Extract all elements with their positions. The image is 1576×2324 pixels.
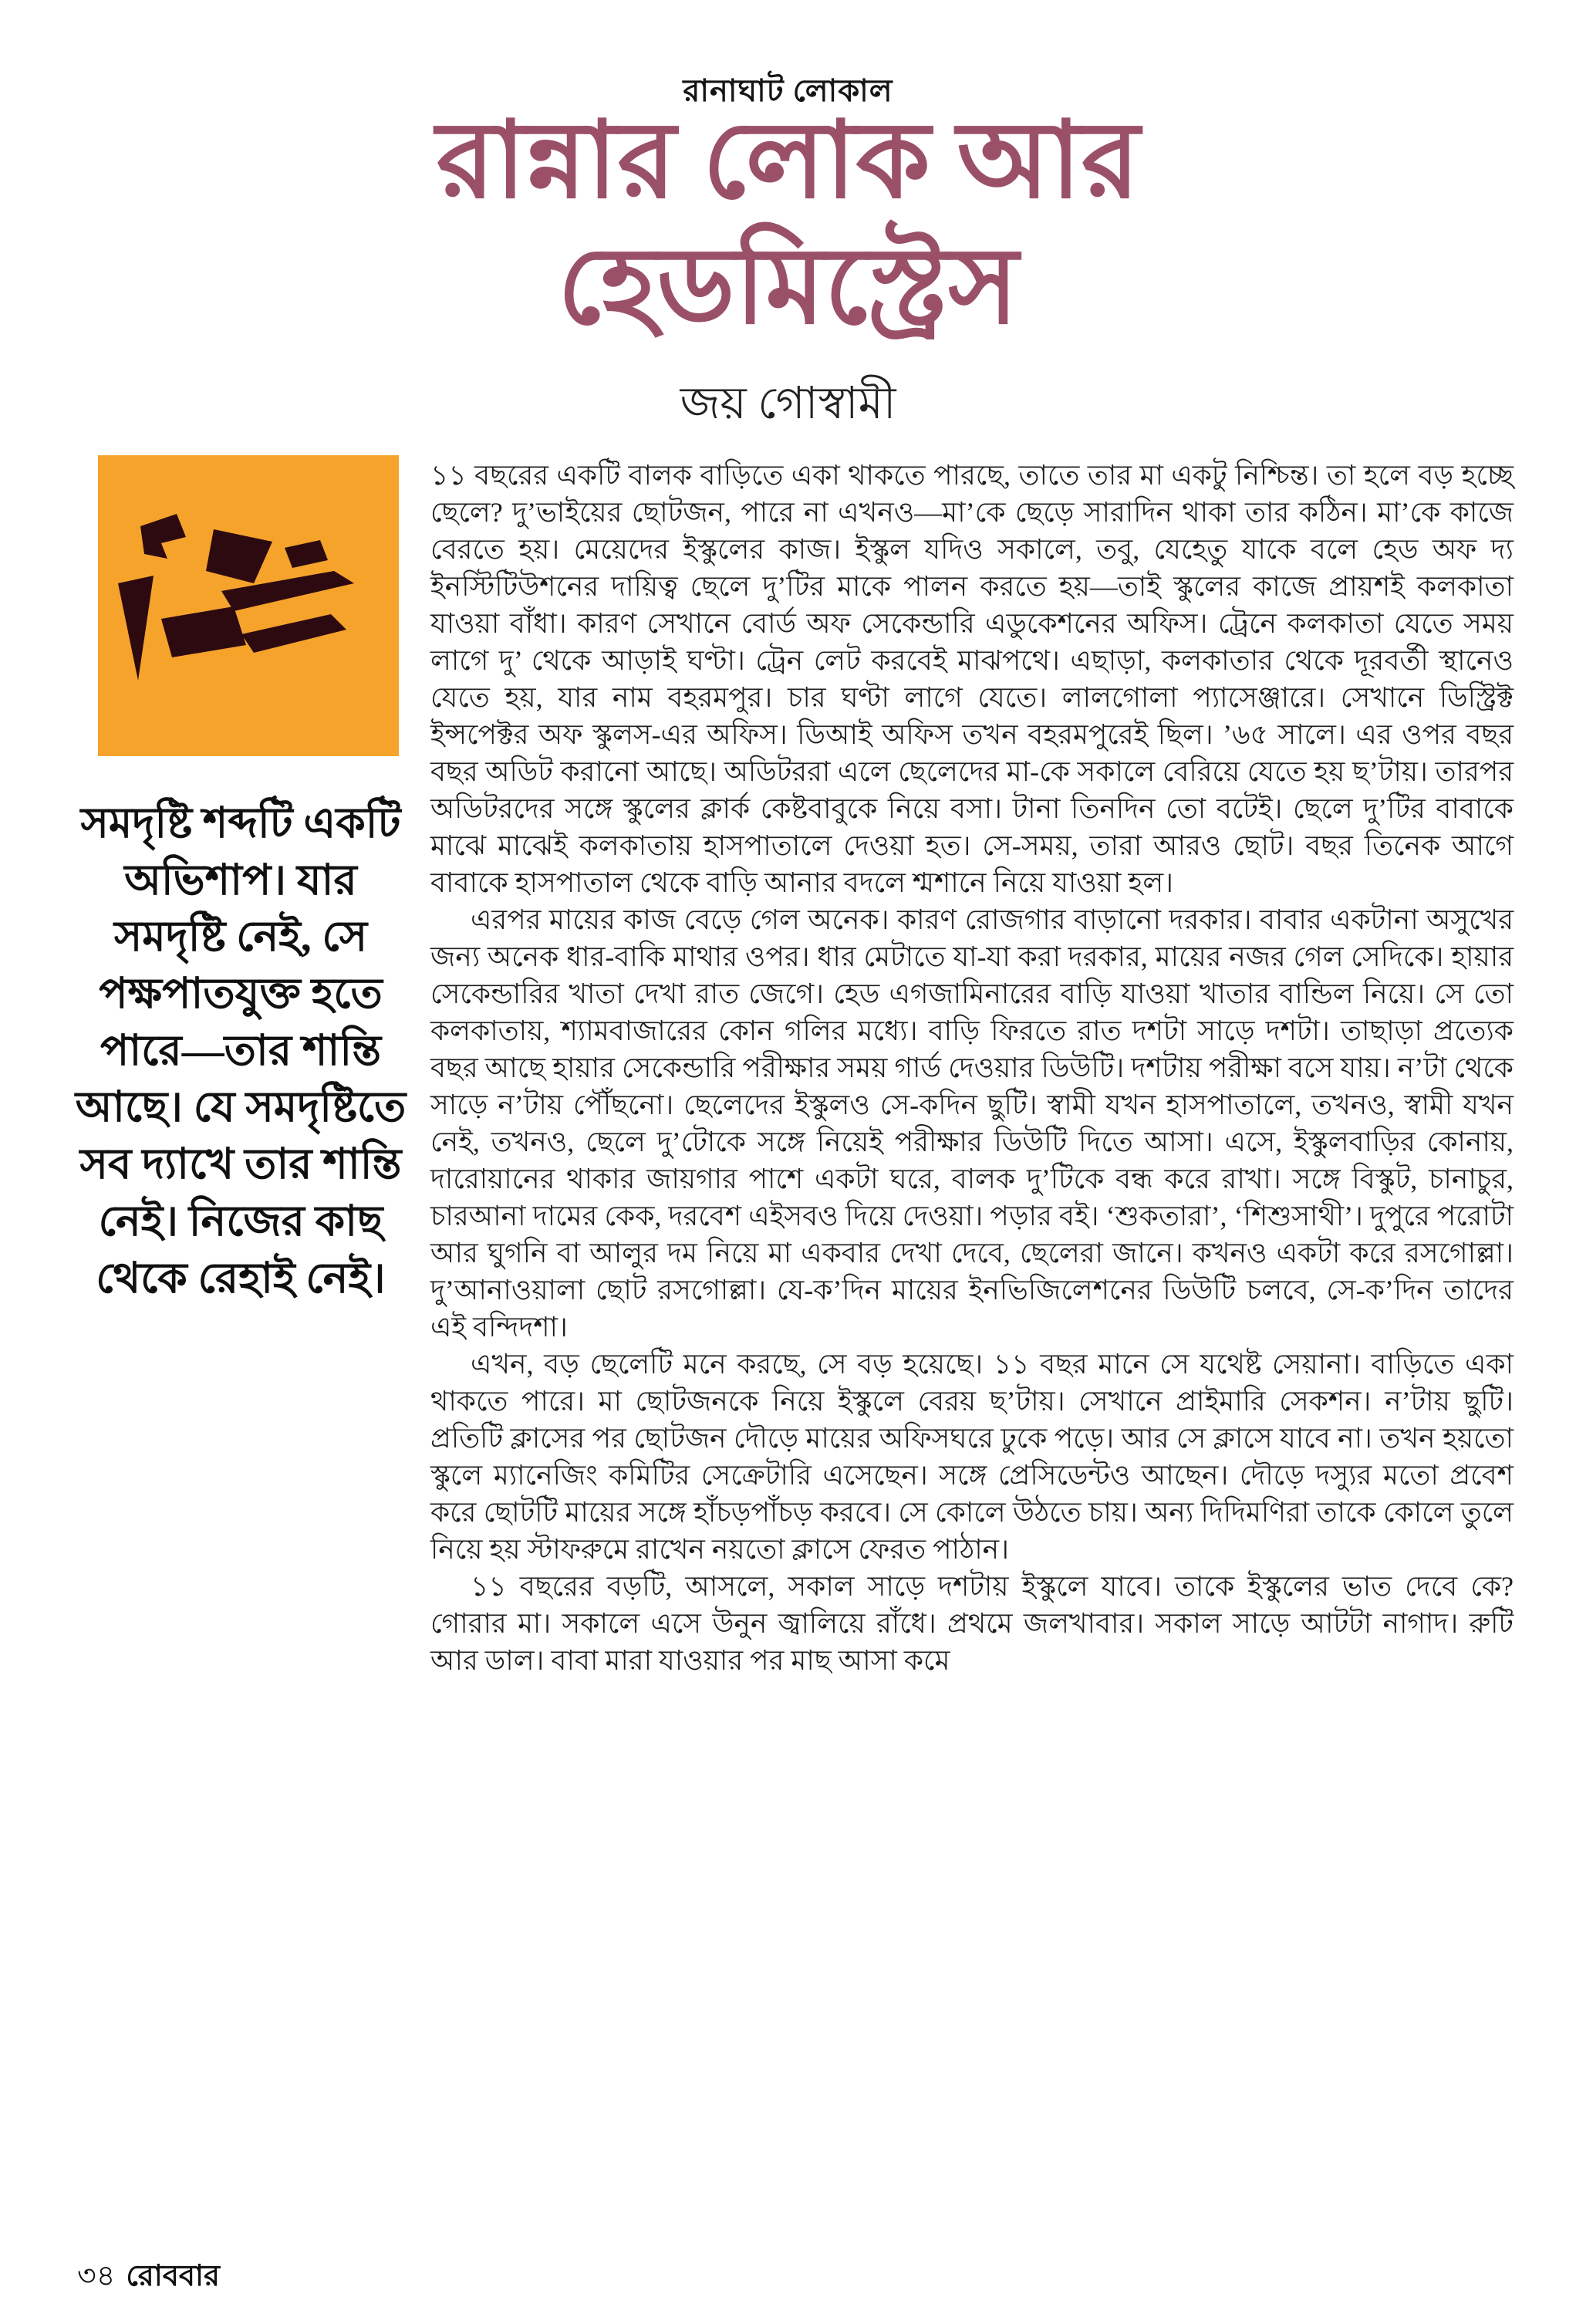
article-body [430, 457, 1514, 1679]
abstract-shape-diamond [206, 529, 272, 583]
article-title-line-1: রান্নার লোক আর [436, 102, 1140, 220]
author-byline: জয় গোস্বামী [680, 378, 896, 428]
article-title [0, 99, 1576, 350]
abstract-shape-wedge [118, 576, 154, 681]
page-footer [77, 2253, 220, 2302]
page-number: ৩৪ [77, 2260, 116, 2292]
abstract-illustration-shapes [98, 455, 399, 756]
pull-quote: সমদৃষ্টি শব্দটি একটি অভিশাপ। যার সমদৃষ্টি নেই, সে পক্ষপাতযুক্ত হতে পারে—তার শান্তি আছে। যে সমদৃষ্টিতে সব দ্যাখে তার শান্তি নেই। নিজের কাছ থেকে রেহাই নেই। [75, 799, 407, 1302]
abstract-shape-small-right [285, 540, 328, 568]
article-paragraph: এরপর মায়ের কাজ বেড়ে গেল অনেক। কারণ রোজগার বাড়ানো দরকার। বাবার একটানা অসুখের জন্য অনেক ধার-বাকি মাথার ওপর। ধার মেটাতে যা-যা করা দরকার, মায়ের নজর গেল সেদিকে। হায়ার সেকেন্ডারির খাতা দেখা রাত জেগে। হেড এগজামিনারের বাড়ি যাওয়া খাতার বান্ডিল নিয়ে। সে তো কলকাতায়, শ্যামবাজারের কোন গলির মধ্যে। বাড়ি ফিরতে রাত দশটা সাড়ে দশটা। তাছাড়া প্রত্যেক বছর আছে হায়ার সেকেন্ডারি পরীক্ষার সময় গার্ড দেওয়ার ডিউটি। দশটায় পরীক্ষা বসে যায়। ন’টা থেকে সাড়ে ন’টায় পৌঁছনো। ছেলেদের ইস্কুলও সে-কদিন ছুটি। স্বামী যখন হাসপাতালে, তখনও, স্বামী যখন নেই, তখনও, ছেলে দু’টোকে সঙ্গে নিয়েই পরীক্ষার ডিউটি দিতে আসা। এসে, ইস্কুলবাড়ির কোনায়, দারোয়ানের থাকার জায়গার পাশে একটা ঘরে, বালক দু’টিকে বন্ধ করে রাখা। সঙ্গে বিস্কুট, চানাচুর, চারআনা দামের কেক, দরবেশ এইসবও দিয়ে দেওয়া। পড়ার বই। ‘শুকতারা’, ‘শিশুসাথী’। দুপুরে পরোটা আর ঘুগনি বা আলুর দম নিয়ে মা একবার দেখা দেবে, ছেলেরা জানে। কখনও একটা করে রসগোল্লা। দু’আনাওয়ালা ছোট রসগোল্লা। যে-ক’দিন মায়ের ইনভিজিলেশনের ডিউটি চলবে, সে-ক’দিন তাদের এই বন্দিদশা। [430, 904, 1514, 1343]
article-paragraph: ১১ বছরের একটি বালক বাড়িতে একা থাকতে পারছে, তাতে তার মা একটু নিশ্চিন্ত। তা হলে বড় হচ্ছে ছেলে? দু’ভাইয়ের ছোটজন, পারে না এখনও—মা’কে ছেড়ে সারাদিন থাকা তার কঠিন। মা’কে কাজে বেরতে হয়। মেয়েদের ইস্কুলের কাজ। ইস্কুল যদিও সকালে, তবু, যেহেতু যাকে বলে হেড অফ দ্য ইনস্টিটিউশনের দায়িত্ব ছেলে দু’টির মাকে পালন করতে হয়—তাই স্কুলের কাজে প্রায়শই কলকাতা যাওয়া বাঁধা। কারণ সেখানে বোর্ড অফ সেকেন্ডারি এডুকেশনের অফিস। ট্রেনে কলকাতা যেতে সময় লাগে দু’ থেকে আড়াই ঘণ্টা। ট্রেন লেট করবেই মাঝপথে। এছাড়া, কলকাতার থেকে দূরবর্তী স্থানেও যেতে হয়, যার নাম বহরমপুর। চার ঘণ্টা লাগে যেতে। লালগোলা প্যাসেঞ্জারে। সেখানে ডিস্ট্রিক্ট ইন্সপেক্টর অফ স্কুলস-এর অফিস। ডিআই অফিস তখন বহরমপুরেই ছিল। ’৬৫ সালে। এর ওপর বছর বছর অডিট করানো আছে। অডিটররা এলে ছেলেদের মা-কে সকালে বেরিয়ে যেতে হয় ছ’টায়। তারপর অডিটরদের সঙ্গে স্কুলের ক্লার্ক কেষ্টবাবুকে নিয়ে বসা। টানা তিনদিন তো বটেই। ছেলে দু’টির বাবাকে মাঝে মাঝেই কলকাতায় হাসপাতালে দেওয়া হত। সে-সময়, তারা আরও ছোট। বছর তিনেক আগে বাবাকে হাসপাতাল থেকে বাড়ি আনার বদলে শ্মশানে নিয়ে যাওয়া হল। [430, 460, 1514, 898]
article-paragraph: এখন, বড় ছেলেটি মনে করছে, সে বড় হয়েছে। ১১ বছর মানে সে যথেষ্ট সেয়ানা। বাড়িতে একা থাকতে পারে। মা ছোটজনকে নিয়ে ইস্কুলে বেরয় ছ’টায়। সেখানে প্রাইমারি সেকশন। ন’টায় ছুটি। প্রতিটি ক্লাসের পর ছোটজন দৌড়ে মায়ের অফিসঘরে ঢুকে পড়ে। আর সে ক্লাসে যাবে না। তখন হয়তো স্কুলে ম্যানেজিং কমিটির সেক্রেটারি এসেছেন। সঙ্গে প্রেসিডেন্টও আছেন। দৌড়ে দস্যুর মতো প্রবেশ করে ছোটটি মায়ের সঙ্গে হাঁচড়পাঁচড় করবে। সে কোলে উঠতে চায়। অন্য দিদিমণিরা তাকে কোলে তুলে নিয়ে হয় স্টাফরুমে রাখেন নয়তো ক্লাসে ফেরত পাঠান। [430, 1349, 1514, 1565]
abstract-shape-bottom-right [241, 614, 346, 653]
abstract-shape-bird [140, 514, 186, 559]
abstract-illustration [98, 455, 399, 756]
article-kicker: রানাঘাট লোকাল [683, 73, 893, 108]
abstract-shape-slab [161, 606, 246, 657]
article-title-line-2: হেডমিস্ট্রেস [557, 227, 1019, 346]
article-paragraph: ১১ বছরের বড়টি, আসলে, সকাল সাড়ে দশটায় ইস্কুলে যাবে। তাকে ইস্কুলের ভাত দেবে কে? গোরার মা। সকালে এসে উনুন জ্বালিয়ে রাঁধে। প্রথমে জলখাবার। সকাল সাড়ে আটটা নাগাদ। রুটি আর ডাল। বাবা মারা যাওয়ার পর মাছ আসা কমে [430, 1571, 1514, 1676]
magazine-name: রোববার [126, 2260, 220, 2292]
